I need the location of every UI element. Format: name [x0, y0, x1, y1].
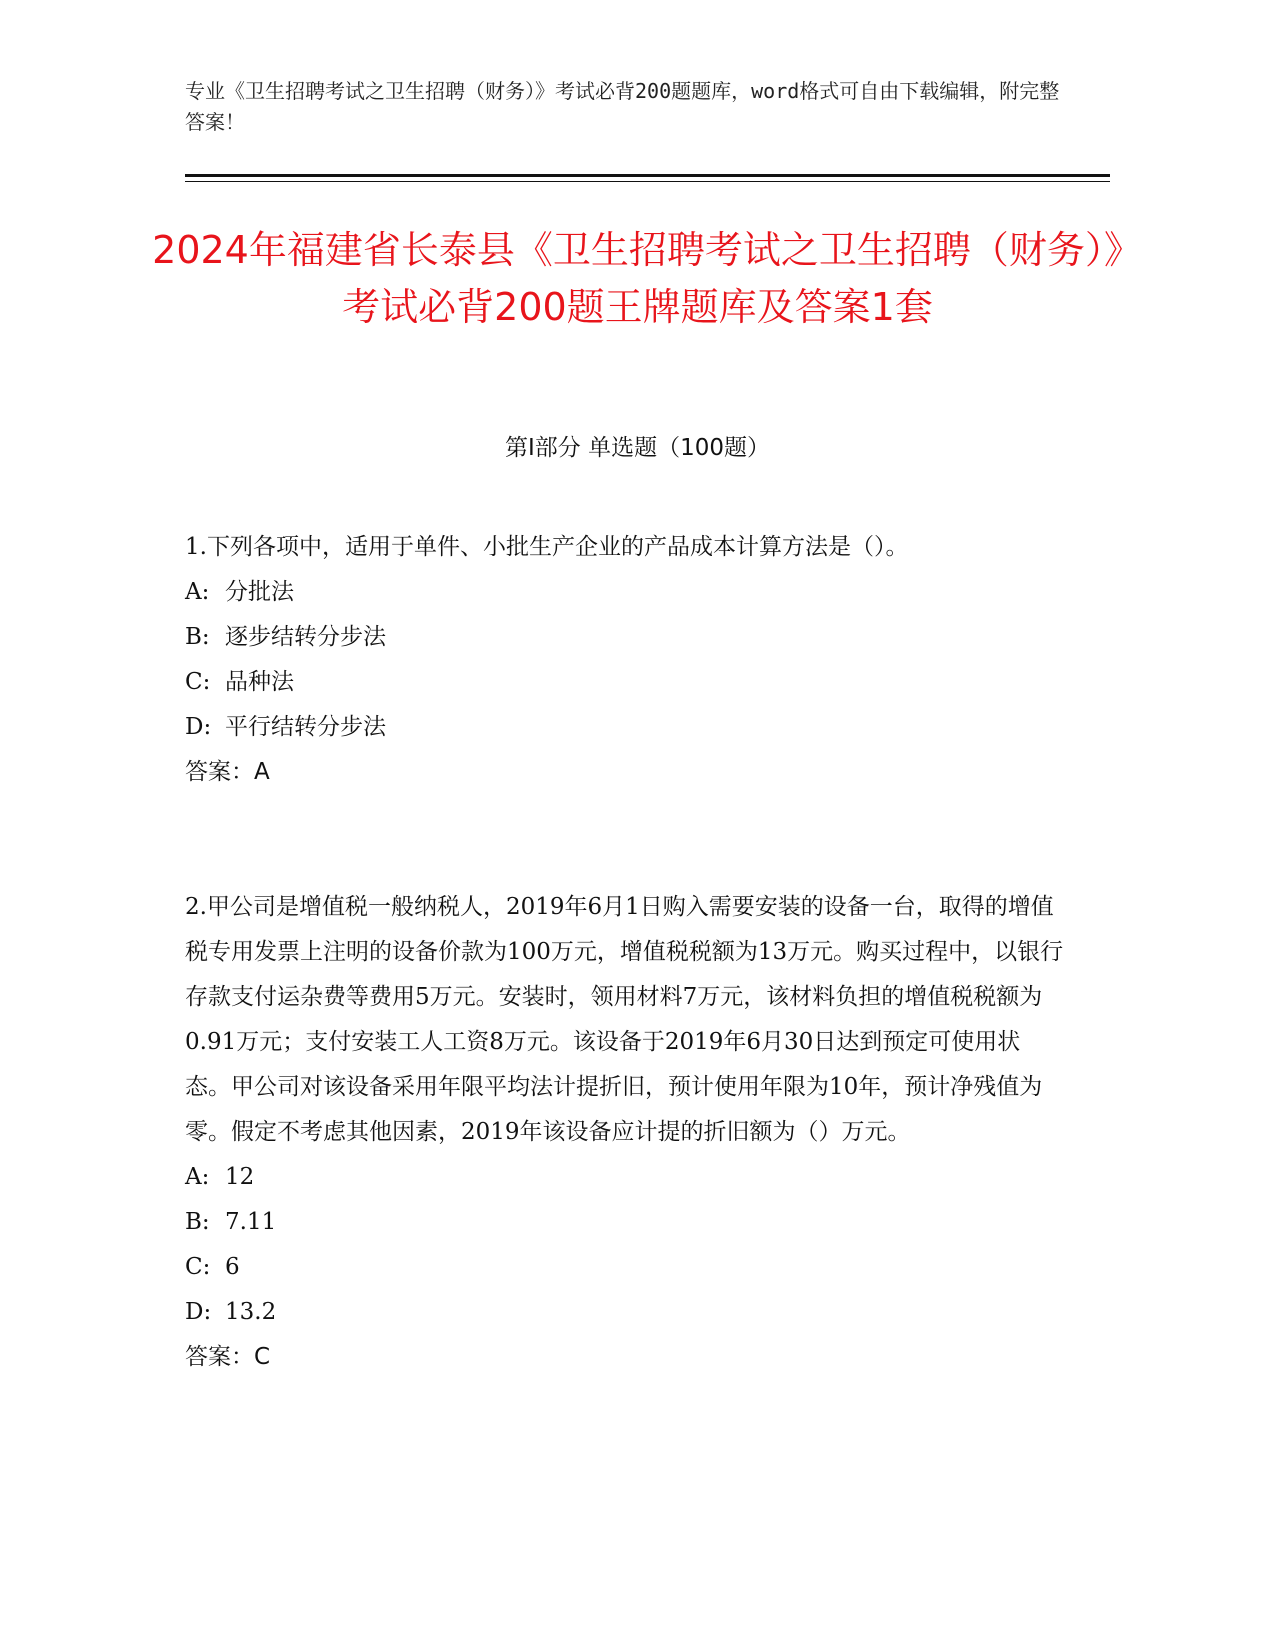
option-label: D:	[185, 1299, 212, 1325]
question-stem: 1.下列各项中，适用于单件、小批生产企业的产品成本计算方法是（）。	[185, 534, 909, 560]
option-a	[185, 1155, 1065, 1200]
option-label: A:	[185, 1164, 210, 1190]
answer-line: 答案：C	[185, 1344, 271, 1370]
header-divider-thick	[185, 174, 1110, 177]
option-text: 13.2	[225, 1299, 277, 1325]
option-label: B:	[185, 1209, 210, 1235]
header-note: 专业《卫生招聘考试之卫生招聘（财务）》考试必背200题题库，word格式可自由下载编辑，附完整答案！	[185, 79, 1060, 134]
option-text: 品种法	[225, 669, 294, 695]
option-d	[185, 705, 1065, 750]
section-heading: 第Ⅰ部分 单选题（100题）	[505, 435, 770, 461]
option-b	[185, 1200, 1065, 1245]
option-label: C:	[185, 669, 211, 695]
question-2	[185, 885, 1065, 1380]
header-divider-thin	[185, 181, 1110, 182]
option-text: 6	[225, 1254, 240, 1280]
option-label: B:	[185, 624, 210, 650]
option-c	[185, 1245, 1065, 1290]
option-text: 逐步结转分步法	[225, 624, 386, 650]
document-title: 2024年福建省长泰县《卫生招聘考试之卫生招聘（财务）》考试必背200题王牌题库及答案1套	[152, 228, 1123, 329]
option-label: C:	[185, 1254, 211, 1280]
answer-line: 答案：A	[185, 759, 270, 785]
question-1	[185, 525, 1065, 795]
option-a	[185, 570, 1065, 615]
option-c	[185, 660, 1065, 705]
option-text: 分批法	[225, 579, 294, 605]
option-label: A:	[185, 579, 210, 605]
option-text: 7.11	[225, 1209, 277, 1235]
option-label: D:	[185, 714, 212, 740]
option-text: 12	[225, 1164, 255, 1190]
option-b	[185, 615, 1065, 660]
option-d	[185, 1290, 1065, 1335]
option-text: 平行结转分步法	[225, 714, 386, 740]
question-stem: 2.甲公司是增值税一般纳税人，2019年6月1日购入需要安装的设备一台，取得的增值税专用发票上注明的设备价款为100万元，增值税税额为13万元。购买过程中，以银行存款支付运杂费等费用5万元。安装时，领用材料7万元，该材料负担的增值税税额为0.91万元；支付安装工人工资8万元。该设备于2019年6月30日达到预定可使用状态。甲公司对该设备采用年限平均法计提折旧，预计使用年限为10年，预计净残值为零。假定不考虑其他因素，2019年该设备应计提的折旧额为（）万元。	[185, 894, 1064, 1145]
